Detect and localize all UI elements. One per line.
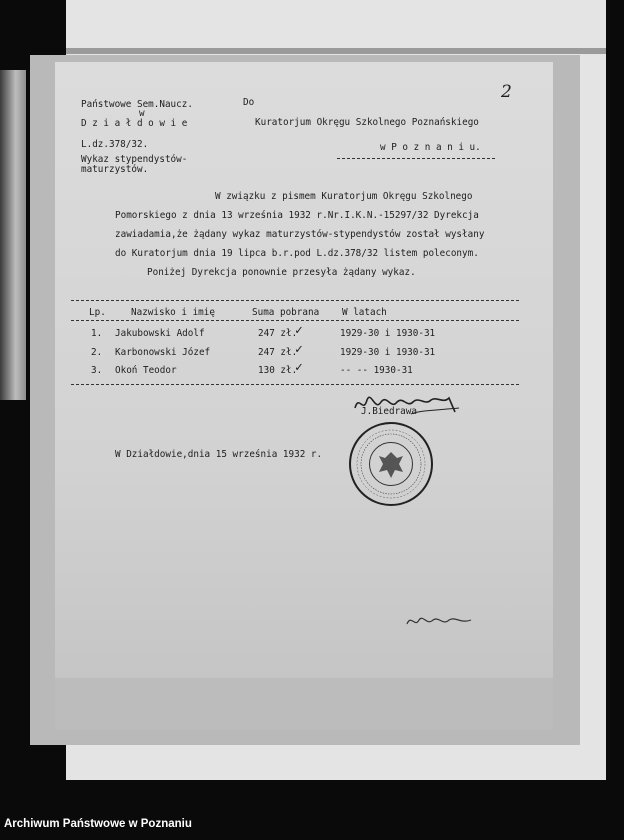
body-line-4: do Kuratorjum dnia 19 lipca b.r.pod L.dz.378/32 listem poleconym. (115, 248, 479, 259)
archive-label: Archiwum Państwowe w Poznaniu (4, 818, 192, 830)
row-sum: 247 zł. (258, 347, 298, 358)
row-name: Karbonowski Józef (115, 347, 211, 358)
table-top-rule (71, 300, 519, 301)
official-stamp (349, 422, 433, 506)
table-header-rule (71, 320, 519, 321)
row-years: 1929-30 i 1930-31 (340, 347, 436, 358)
row-sum: 247 zł. (258, 328, 298, 339)
signatory-name: J.Biedrawa (361, 406, 417, 417)
row-years: -- -- 1930-31 (340, 365, 413, 376)
reference-number: L.dz.378/32. (81, 139, 149, 150)
table-header (55, 307, 553, 319)
row-years: 1929-30 i 1930-31 (340, 328, 436, 339)
header-years: W latach (342, 307, 387, 318)
sender-institution: Państwowe Sem.Naucz. (81, 99, 193, 110)
recipient-prefix: Do (243, 97, 255, 108)
row-lp: 1. (91, 328, 103, 339)
header-lp: Lp. (89, 307, 106, 318)
header-sum: Suma pobrana (252, 307, 320, 318)
table-bottom-rule (71, 384, 519, 385)
page-number: 2 (501, 82, 512, 102)
sender-city: D z i a ł d o w i e (81, 118, 188, 129)
checkmark-icon: ✓ (295, 323, 303, 338)
body-line-1: W związku z pismem Kuratorjum Okręgu Szkolnego (215, 191, 473, 202)
subject-line-2: maturzystów. (81, 164, 149, 175)
table-row (55, 328, 553, 340)
sender-w: w (139, 108, 145, 119)
recipient-city: w P o z n a n i u. (380, 142, 481, 153)
row-name: Jakubowski Adolf (115, 328, 205, 339)
document-page (55, 62, 553, 730)
body-line-2: Pomorskiego z dnia 13 września 1932 r.Nr.I.K.N.-15297/32 Dyrekcja (115, 210, 479, 221)
checkmark-icon: ✓ (295, 360, 303, 375)
row-sum: 130 zł. (258, 365, 298, 376)
lower-signature-icon (405, 612, 475, 632)
checkmark-icon: ✓ (295, 342, 303, 357)
scan-edge (0, 70, 26, 400)
table-row (55, 365, 553, 377)
recipient-name: Kuratorjum Okręgu Szkolnego Poznańskiego (255, 117, 479, 128)
subject-line-1: Wykaz stypendystów- (81, 154, 188, 165)
body-line-3: zawiadamia,że żądany wykaz maturzystów-stypendystów został wysłany (115, 229, 485, 240)
row-lp: 3. (91, 365, 103, 376)
row-name: Okoń Teodor (115, 365, 177, 376)
row-lp: 2. (91, 347, 103, 358)
header-name: Nazwisko i imię (131, 307, 215, 318)
body-line-5: Poniżej Dyrekcja ponownie przesyła żądany wykaz. (147, 267, 416, 278)
stamp-eagle-icon (369, 442, 413, 486)
date-line: W Działdowie,dnia 15 września 1932 r. (115, 449, 323, 460)
paper-bottom-band (55, 678, 553, 730)
table-row (55, 347, 553, 359)
recipient-underline (337, 158, 495, 159)
